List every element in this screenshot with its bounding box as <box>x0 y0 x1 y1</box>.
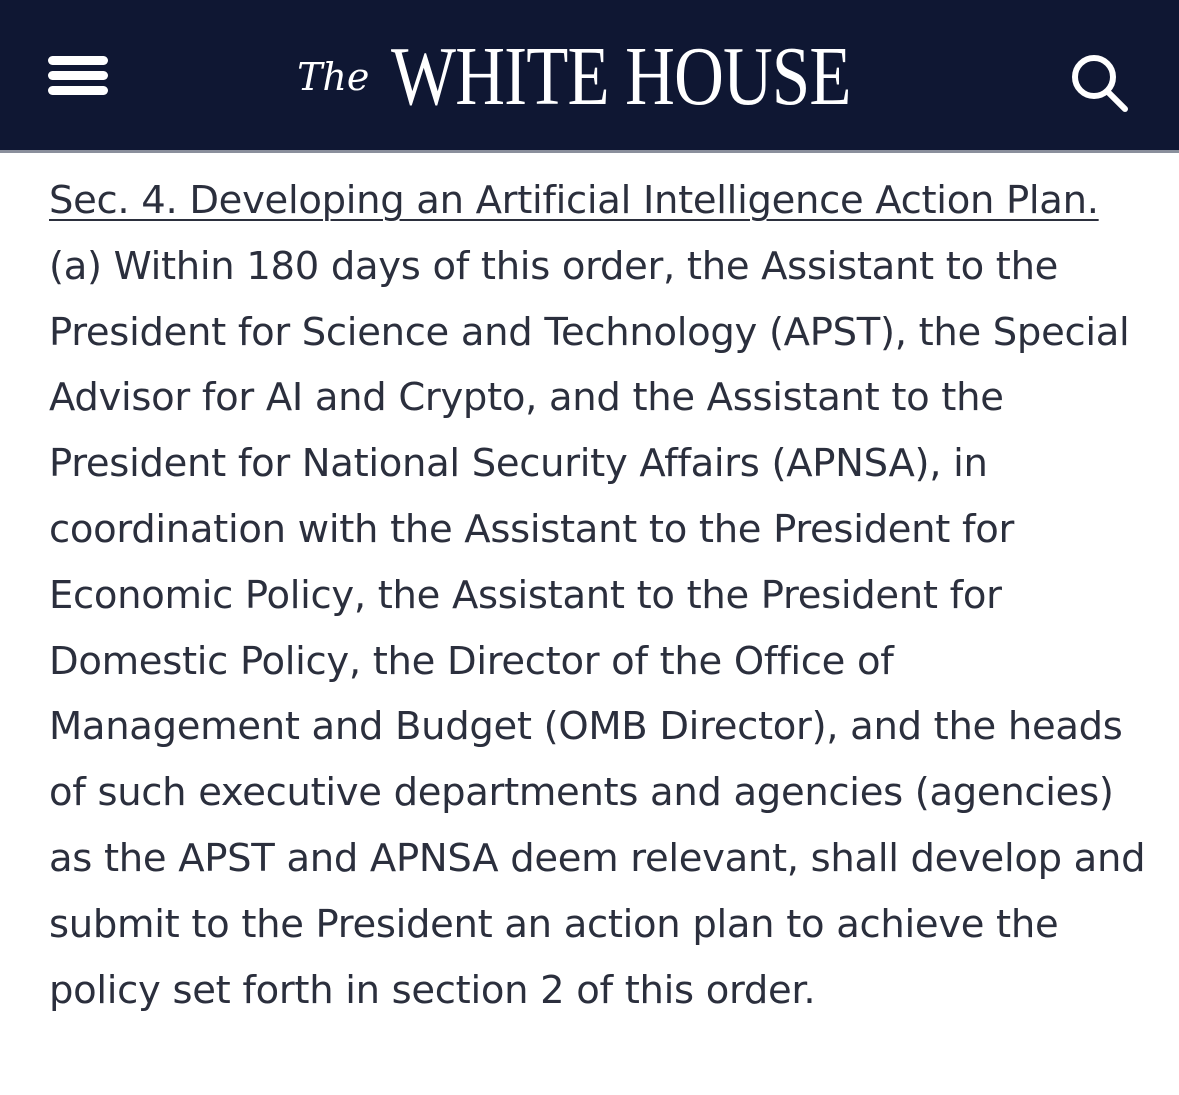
header-divider <box>0 150 1179 153</box>
logo-title: WHITE HOUSE <box>391 30 852 123</box>
section-paragraph <box>49 168 1149 1023</box>
site-header <box>0 0 1179 150</box>
search-icon[interactable] <box>1067 50 1133 116</box>
section-body-text: (a) Within 180 days of this order, the Assistant to the President for Science and Technology (APST), the Special Advisor for AI and Crypto, and the Assistant to the President for National Security Affairs (APNSA), in coordination with the Assistant to the President for Economic Policy, the Assistant to the President for Domestic Policy, the Director of the Office of Management and Budget (OMB Director), and the heads of such executive departments and agencies (agencies) as the APST and APNSA deem relevant, shall develop and submit to the President an action plan to achieve the policy set forth in section 2 of this order. <box>49 243 1146 1013</box>
section-4-link[interactable]: Sec. 4. Developing an Artificial Intelligence Action Plan. <box>49 178 1099 223</box>
site-logo[interactable] <box>0 32 1179 122</box>
article-body <box>49 168 1149 1023</box>
logo-prefix: The <box>297 55 370 99</box>
